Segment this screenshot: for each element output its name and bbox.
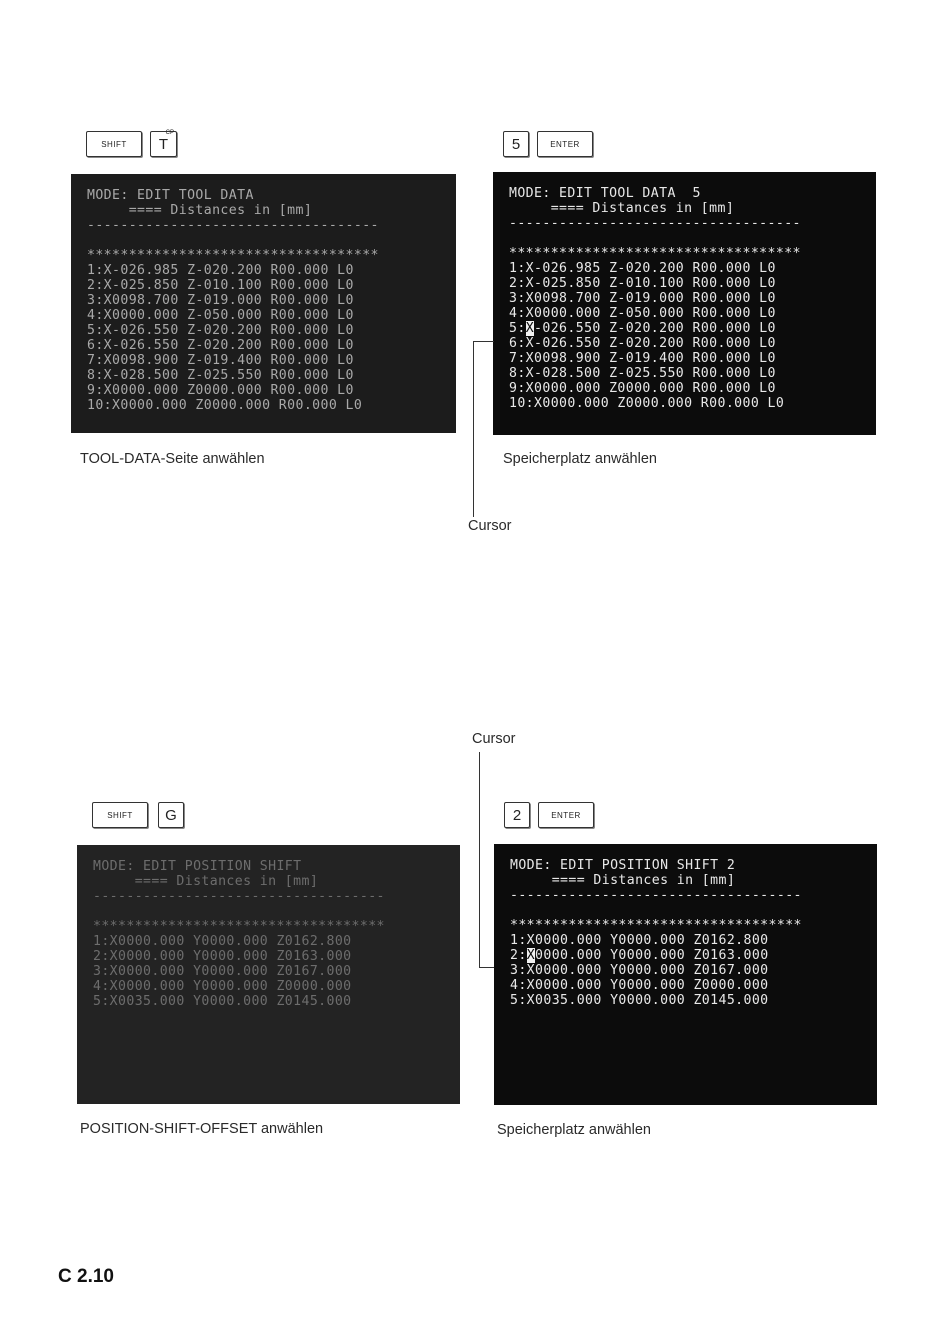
two-key: 2 xyxy=(504,802,530,828)
tool-row: 7:X0098.900 Z-019.400 R00.000 L0 xyxy=(509,351,776,366)
mode-line: MODE: EDIT POSITION SHIFT 2 xyxy=(510,858,736,873)
five-key: 5 xyxy=(503,131,529,157)
shift-row: 4:X0000.000 Y0000.000 Z0000.000 xyxy=(93,979,352,994)
shift-row: 5:X0035.000 Y0000.000 Z0145.000 xyxy=(93,994,352,1009)
caption-tool-page: TOOL-DATA-Seite anwählen xyxy=(80,451,265,467)
tool-row: 1:X-026.985 Z-020.200 R00.000 L0 xyxy=(509,261,776,276)
units-line: ==== Distances in [mm] xyxy=(87,203,313,218)
units-line: ==== Distances in [mm] xyxy=(510,873,736,888)
tool-row: 6:X-026.550 Z-020.200 R00.000 L0 xyxy=(509,336,776,351)
tool-row: 9:X0000.000 Z0000.000 R00.000 L0 xyxy=(509,381,776,396)
shift-row: 2:X0000.000 Y0000.000 Z0163.000 xyxy=(93,949,352,964)
shift-key: SHIFT xyxy=(92,802,148,828)
t-key-label: T xyxy=(158,135,169,153)
tool-row: 3:X0098.700 Z-019.000 R00.000 L0 xyxy=(509,291,776,306)
tool-data-5-screen xyxy=(493,172,876,435)
tool-row: 8:X-028.500 Z-025.550 R00.000 L0 xyxy=(87,368,354,383)
cursor-pointer-top xyxy=(473,341,494,517)
tool-row: 4:X0000.000 Z-050.000 R00.000 L0 xyxy=(87,308,354,323)
shift-key: SHIFT xyxy=(86,131,142,157)
mode-line: MODE: EDIT TOOL DATA xyxy=(87,188,254,203)
tool-row: 1:X-026.985 Z-020.200 R00.000 L0 xyxy=(87,263,354,278)
dash-line: ----------------------------------- xyxy=(509,216,801,231)
tool-row: 3:X0098.700 Z-019.000 R00.000 L0 xyxy=(87,293,354,308)
enter-key: ENTER xyxy=(537,131,593,157)
t-key-sup: CP xyxy=(165,130,174,136)
tool-row: 2:X-025.850 Z-010.100 R00.000 L0 xyxy=(87,278,354,293)
row-prefix: 2: xyxy=(510,948,527,963)
tool-row: 10:X0000.000 Z0000.000 R00.000 L0 xyxy=(87,398,363,413)
page-number: C 2.10 xyxy=(58,1266,114,1287)
units-line: ==== Distances in [mm] xyxy=(93,874,319,889)
tool-row: 4:X0000.000 Z-050.000 R00.000 L0 xyxy=(509,306,776,321)
caption-shift-offset: POSITION-SHIFT-OFFSET anwählen xyxy=(80,1121,324,1137)
caption-cursor-bottom: Cursor xyxy=(472,731,516,747)
cursor-block: X xyxy=(525,321,535,336)
tool-row: 9:X0000.000 Z0000.000 R00.000 L0 xyxy=(87,383,354,398)
dash-line: ----------------------------------- xyxy=(510,888,802,903)
enter-key: ENTER xyxy=(538,802,594,828)
shift-row: 5:X0035.000 Y0000.000 Z0145.000 xyxy=(510,993,769,1008)
star-line: *********************************** xyxy=(93,919,385,934)
mode-line: MODE: EDIT POSITION SHIFT xyxy=(93,859,302,874)
mode-line: MODE: EDIT TOOL DATA 5 xyxy=(509,186,701,201)
dash-line: ----------------------------------- xyxy=(87,218,379,233)
caption-cursor-top: Cursor xyxy=(468,518,512,534)
tool-row: 7:X0098.900 Z-019.400 R00.000 L0 xyxy=(87,353,354,368)
row-rest: 0000.000 Y0000.000 Z0163.000 xyxy=(535,948,769,963)
dash-line: ----------------------------------- xyxy=(93,889,385,904)
tool-row: 5:X-026.550 Z-020.200 R00.000 L0 xyxy=(87,323,354,338)
tool-data-screen xyxy=(71,174,456,433)
caption-slot-top: Speicherplatz anwählen xyxy=(503,451,657,467)
shift-row: 3:X0000.000 Y0000.000 Z0167.000 xyxy=(510,963,769,978)
position-shift-screen xyxy=(77,845,460,1104)
shift-row: 3:X0000.000 Y0000.000 Z0167.000 xyxy=(93,964,352,979)
star-line: *********************************** xyxy=(509,246,801,261)
shift-row-selected xyxy=(510,948,877,963)
row-rest: -026.550 Z-020.200 R00.000 L0 xyxy=(534,321,776,336)
tool-row: 10:X0000.000 Z0000.000 R00.000 L0 xyxy=(509,396,785,411)
t-key xyxy=(150,131,177,157)
star-line: *********************************** xyxy=(510,918,802,933)
cursor-pointer-bottom xyxy=(479,752,494,968)
tool-row: 2:X-025.850 Z-010.100 R00.000 L0 xyxy=(509,276,776,291)
star-line: *********************************** xyxy=(87,248,379,263)
cursor-block: X xyxy=(526,948,536,963)
caption-slot-bottom: Speicherplatz anwählen xyxy=(497,1122,651,1138)
position-shift-2-screen xyxy=(494,844,877,1105)
row-prefix: 5: xyxy=(509,321,526,336)
units-line: ==== Distances in [mm] xyxy=(509,201,735,216)
shift-row: 1:X0000.000 Y0000.000 Z0162.800 xyxy=(93,934,352,949)
shift-row: 4:X0000.000 Y0000.000 Z0000.000 xyxy=(510,978,769,993)
tool-row: 8:X-028.500 Z-025.550 R00.000 L0 xyxy=(509,366,776,381)
g-key: G xyxy=(158,802,184,828)
shift-row: 1:X0000.000 Y0000.000 Z0162.800 xyxy=(510,933,769,948)
tool-row-selected xyxy=(509,321,876,336)
tool-row: 6:X-026.550 Z-020.200 R00.000 L0 xyxy=(87,338,354,353)
